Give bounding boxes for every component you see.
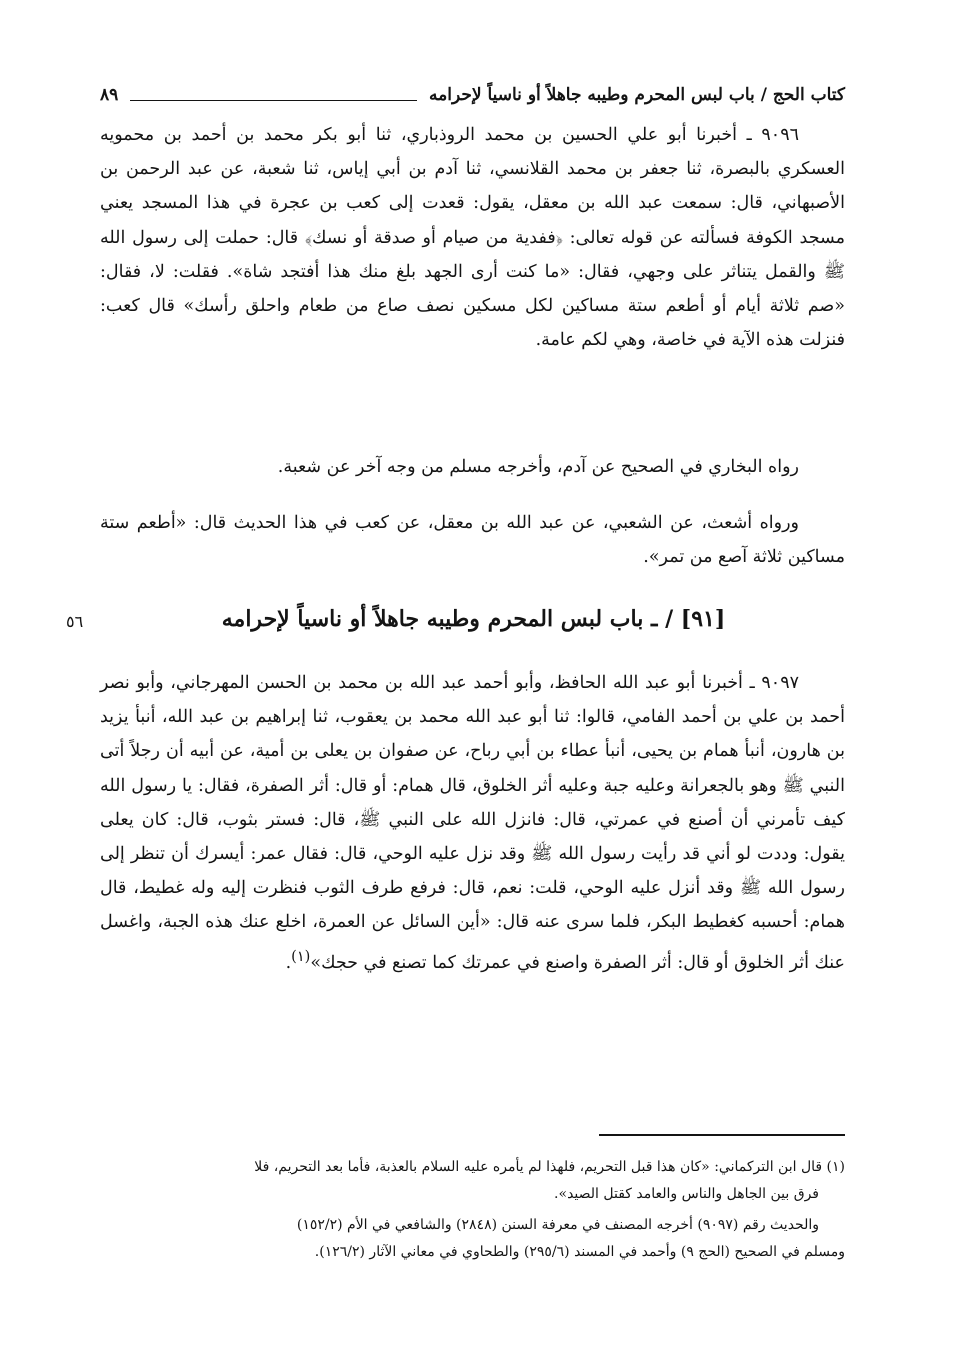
margin-manuscript-number: ٥٦ [66, 612, 84, 631]
footnotes-section [100, 1154, 845, 1266]
hadith-9096-block [100, 118, 845, 357]
running-header-title: كتاب الحج / باب لبس المحرم وطيبه جاهلاً أو ناسياً لإحرامه [429, 85, 845, 105]
chapter-heading: [٩١] / ـ باب لبس المحرم وطيبه جاهلاً أو ناسياً لإحرامه [221, 606, 726, 632]
takhrij-line-1: والحديث رقم (٩٠٩٧) أخرجه المصنف في معرفة السنن (٢٨٤٨) والشافعي في الأم (١٥٢/٢) [296, 1217, 819, 1233]
running-header [100, 78, 845, 112]
page-number: ٨٩ [100, 85, 119, 105]
footnote-1-line-1: (١) قال ابن التركماني: «كان هذا قبل التحريم، فلهذا لم يأمره عليه السلام بالعذبة، فأما بعد التحريم، فلا [254, 1159, 845, 1175]
footnote-separator [599, 1134, 845, 1136]
hadith-9097-paragraph: ٩٠٩٧ ـ أخبرنا أبو عبد الله الحافظ، وأبو أحمد عبد الله بن محمد بن الحسن المهرجاني، وأبو نصر أحمد بن علي بن أحمد الفامي، قالوا: ثنا أبو عبد الله محمد بن يعقوب، ثنا إبراهيم بن عبد الله، أنبأ يزيد بن هارون، أنبأ همام بن يحيى، أنبأ عطاء بن أبي رباح، عن صفوان بن يعلى بن أمية، عن أبيه أن رجلاً أتى النبي ﷺ وهو بالجعرانة وعليه جبة وعليه أثر الخلوق، قال همام: أو قال: أثر الصفرة، فقال: يا رسول الله كيف تأمرني أن أصنع في عمرتي، قال: فانزل الله على النبي ﷺ، قال: فستر بثوب، قال: كان يعلى يقول: وددت لو أني قد رأيت رسول الله ﷺ وقد نزل عليه الوحي، قال: فقال عمر: أيسرك أن تنظر إلى رسول الله ﷺ وقد أنزل عليه الوحي، قلت: نعم، قال: فرفع طرف الثوب فنظرت إليه وله غطيط، قال همام: أحسبه كغطيط البكر، فلما سرى عنه قال: «أين السائل عن العمرة، اخلع عنك هذه الجبة، واغسل عنك أثر الخلوق أو قال: أثر الصفرة واصنع في عمرتك كما تصنع في حجك»$^{(١)}$. [100, 673, 845, 973]
footnote-1-line-2: فرق بين الجاهل والناس والعامد كقتل الصيد». [554, 1186, 819, 1202]
takhrij-line-2: ومسلم في الصحيح (الحج ٩) وأحمد في المسند (٢٩٥/٦) والطحاوي في معاني الآثار (١٢٦/٢). [314, 1244, 845, 1260]
bukhari-note-paragraph: رواه البخاري في الصحيح عن آدم، وأخرجه مسلم من وجه آخر عن شعبة. [277, 457, 799, 477]
ashath-note-block [100, 506, 845, 574]
hadith-9097-text: ٩٠٩٧ ـ أخبرنا أبو عبد الله الحافظ، وأبو أحمد عبد الله بن محمد بن الحسن المهرجاني، وأبو نصر أحمد بن علي بن أحمد الفامي، قالوا: ثنا أبو عبد الله محمد بن يعقوب، ثنا إبراهيم بن عبد الله، أنبأ يزيد بن هارون، أنبأ همام بن يحيى، أنبأ عطاء بن أبي رباح، عن صفوان بن يعلى بن أمية، عن أبيه أن رجلاً أتى النبي ﷺ وهو بالجعرانة وعليه جبة وعليه أثر الخلوق، قال همام: أو قال: أثر الصفرة، فقال: يا رسول الله كيف تأمرني أن أصنع في عمرتي، قال: فانزل الله على النبي ﷺ، قال: فستر بثوب، قال: كان يعلى يقول: وددت لو أني قد رأيت رسول الله ﷺ وقد نزل عليه الوحي، قال: فقال عمر: أيسرك أن تنظر إلى رسول الله ﷺ وقد أنزل عليه الوحي، قلت: نعم، قال: فرفع طرف الثوب فنظرت إليه وله غطيط، قال همام: أحسبه كغطيط البكر، فلما سرى عنه قال: «أين السائل عن العمرة، اخلع عنك هذه الجبة، واغسل عنك أثر الخلوق أو قال: أثر الصفرة واصنع في عمرتك كما تصنع في حجك» [100, 673, 845, 973]
hadith-9096-paragraph: ٩٠٩٦ ـ أخبرنا أبو علي الحسين بن محمد الروذباري، ثنا أبو بكر محمد بن أحمد بن محمويه العسكري بالبصرة، ثنا جعفر بن محمد القلانسي، ثنا آدم بن أبي إياس، ثنا شعبة، عن عبد الرحمن بن الأصبهاني، قال: سمعت عبد الله بن معقل، يقول: قعدت إلى كعب بن عجرة في هذا المسجد يعني مسجد الكوفة فسألته عن قوله تعالى: ﴿ففدية من صيام أو صدقة أو نسك﴾ قال: حملت إلى رسول الله ﷺ والقمل يتناثر على وجهي، فقال: «ما كنت أرى الجهد بلغ منك هذا أفتجد شاة». فقلت: لا، فقال: «صم ثلاثة أيام أو أطعم ستة مساكين لكل مسكين نصف صاع من طعام واحلق رأسك» قال كعب: فنزلت هذه الآية في خاصة، وهي لكم عامة. [100, 125, 845, 351]
ashath-note-paragraph: ورواه أشعث، عن الشعبي، عن عبد الله بن معقل، عن كعب في هذا الحديث قال: «أطعم ستة مساكين ثلاثة آصع من تمر». [100, 513, 845, 568]
bukhari-note-block [100, 450, 845, 484]
header-rule [130, 100, 417, 101]
footnote-marker: (١) [291, 947, 311, 965]
hadith-9097-block [100, 666, 845, 980]
